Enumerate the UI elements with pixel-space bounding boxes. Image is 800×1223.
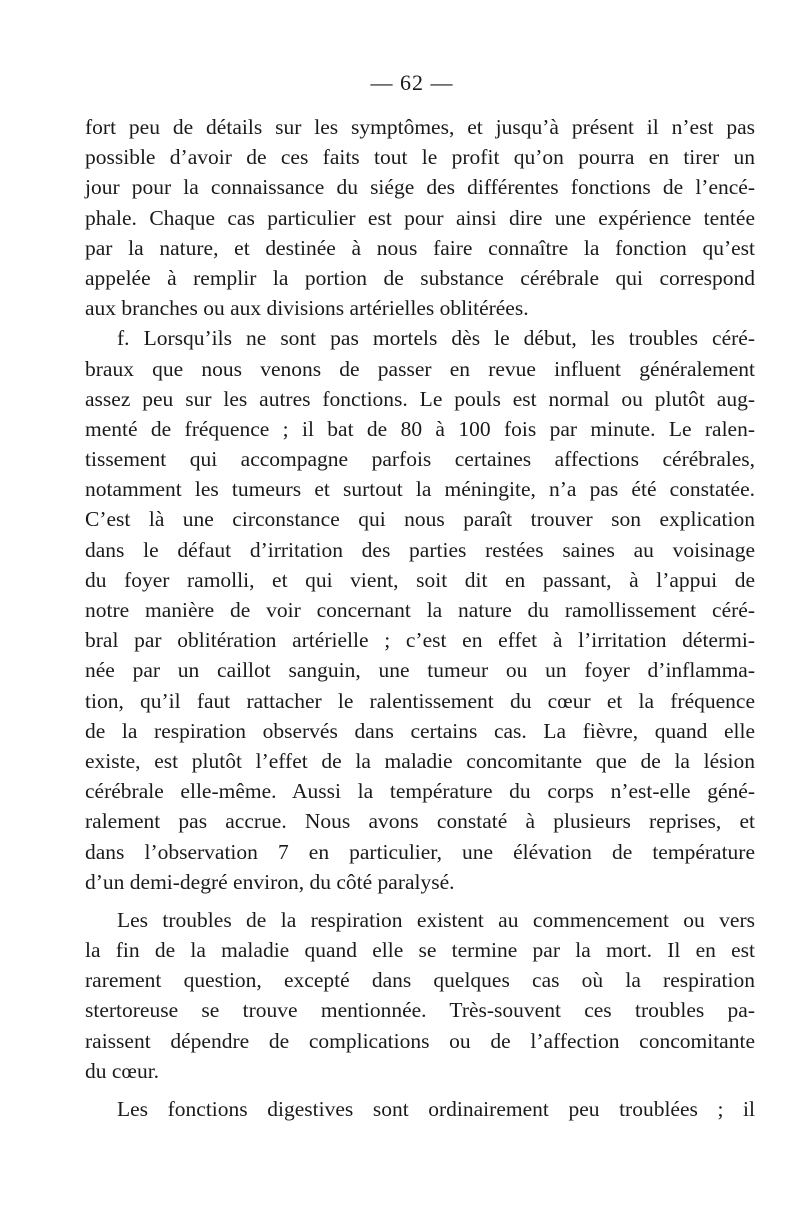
text-line: assez peu sur les autres fonctions. Le pouls est normal ou plutôt aug- <box>85 386 755 411</box>
text-line: Les troubles de la respiration existent au commencement ou vers <box>117 907 755 932</box>
text-line: tion, qu’il faut rattacher le ralentissement du cœur et la fréquence <box>85 688 755 713</box>
text-line: appelée à remplir la portion de substance cérébrale qui correspond <box>85 265 755 290</box>
text-line: existe, est plutôt l’effet de la maladie concomitante que de la lésion <box>85 748 755 773</box>
text-line: aux branches ou aux divisions artérielles oblitérées. <box>85 296 529 321</box>
paragraph-spacing <box>85 1086 755 1094</box>
text-line: d’un demi-degré environ, du côté paralysé. <box>85 869 455 894</box>
text-line: C’est là une circonstance qui nous paraît trouver son explication <box>85 507 755 532</box>
text-line: menté de fréquence ; il bat de 80 à 100 fois par minute. Le ralen- <box>85 416 755 441</box>
text-line: fort peu de détails sur les symptômes, et jusqu’à présent il n’est pas <box>85 115 755 139</box>
text-line: notamment les tumeurs et surtout la méningite, n’a pas été constatée. <box>85 477 755 502</box>
text-line: f. Lorsqu’ils ne sont pas mortels dès le début, les troubles céré- <box>117 326 755 351</box>
text-line: braux que nous venons de passer en revue influent généralement <box>85 356 755 381</box>
text-line: ralement pas accrue. Nous avons constaté à plusieurs reprises, et <box>85 809 755 834</box>
text-line: née par un caillot sanguin, une tumeur ou un foyer d’inflamma- <box>85 658 755 683</box>
text-line: tissement qui accompagne parfois certaines affections cérébrales, <box>85 447 755 472</box>
body-text <box>85 112 755 1124</box>
text-line: phale. Chaque cas particulier est pour ainsi dire une expérience tentée <box>85 205 755 230</box>
paragraph <box>85 1094 755 1124</box>
text-line: dans l’observation 7 en particulier, une élévation de température <box>85 839 755 864</box>
paragraph <box>85 323 755 897</box>
text-line: jour pour la connaissance du siége des différentes fonctions de l’encé- <box>85 175 755 200</box>
paragraph <box>85 112 755 323</box>
paragraph <box>85 905 755 1086</box>
text-line: stertoreuse se trouve mentionnée. Très-souvent ces troubles pa- <box>85 998 755 1023</box>
text-line: rarement question, excepté dans quelques cas où la respiration <box>85 968 755 993</box>
text-line: de la respiration observés dans certains cas. La fièvre, quand elle <box>85 718 755 743</box>
text-line: par la nature, et destinée à nous faire connaître la fonction qu’est <box>85 235 755 260</box>
text-line: Les fonctions digestives sont ordinairement peu troublées ; il <box>117 1097 755 1121</box>
text-line: cérébrale elle-même. Aussi la température du corps n’est-elle géné- <box>85 779 755 804</box>
text-line: du cœur. <box>85 1058 160 1083</box>
text-line: dans le défaut d’irritation des parties restées saines au voisinage <box>85 537 755 562</box>
text-line: du foyer ramolli, et qui vient, soit dit en passant, à l’appui de <box>85 567 755 592</box>
page-number: — 62 — <box>370 70 454 95</box>
text-line: possible d’avoir de ces faits tout le profit qu’on pourra en tirer un <box>85 145 755 170</box>
text-line: la fin de la maladie quand elle se termine par la mort. Il en est <box>85 938 755 963</box>
text-line: bral par oblitération artérielle ; c’est en effet à l’irritation détermi- <box>85 628 755 653</box>
paragraph-spacing <box>85 897 755 905</box>
text-line: raissent dépendre de complications ou de l’affection concomitante <box>85 1028 755 1053</box>
text-line: notre manière de voir concernant la nature du ramollissement céré- <box>85 598 755 622</box>
